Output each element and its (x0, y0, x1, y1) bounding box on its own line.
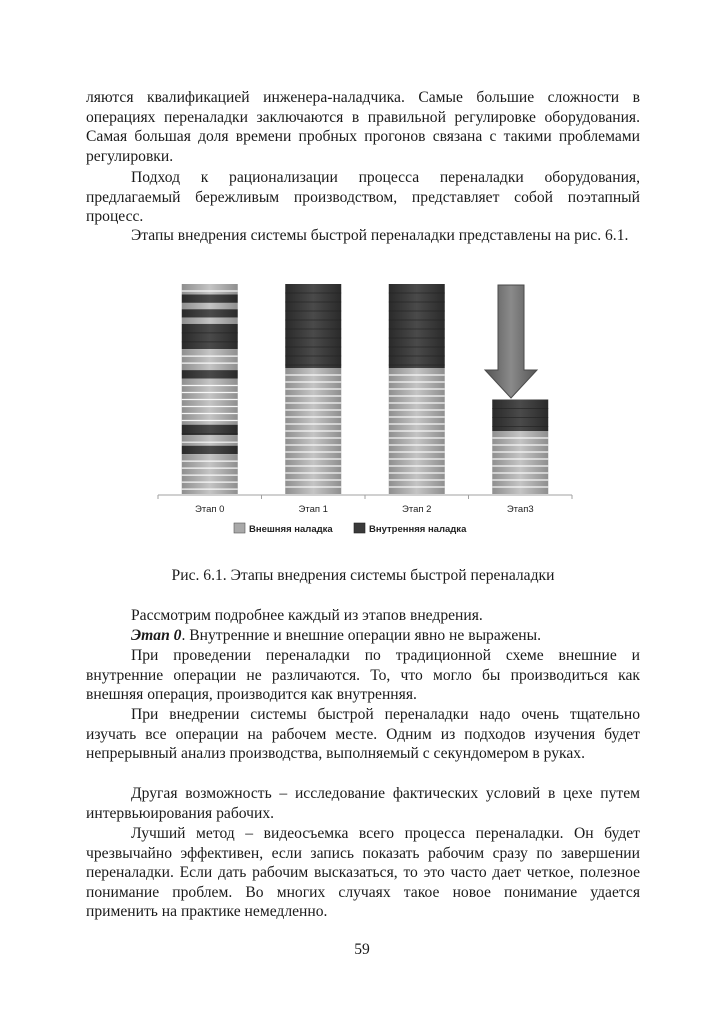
bar-segment-internal (182, 324, 238, 349)
bar-segment-external (182, 349, 238, 370)
paragraph-approach: Подход к рационализации процесса переналадки оборудования, предлагаемый бережливым производством, представляет собой поэтапный процесс. (86, 169, 640, 226)
figure-caption: Рис. 6.1. Этапы внедрения системы быстрой переналадки (171, 567, 555, 584)
paragraph-consider-stages: Рассмотрим подробнее каждый из этапов внедрения. (131, 607, 483, 624)
stage-label: Этап 0 (131, 627, 182, 644)
legend-swatch-external (234, 523, 245, 533)
paragraph-figure-intro: Этапы внедрения системы быстрой переналадки представлены на рис. 6.1. (131, 227, 629, 244)
down-arrow-icon (485, 285, 537, 398)
bar-segment-external (182, 284, 238, 295)
bar-segment-internal (182, 309, 238, 317)
x-tick-label: Этап 2 (402, 504, 432, 515)
bar-segment-internal (182, 370, 238, 378)
bar-segment-external (182, 303, 238, 309)
bar-segment-external (492, 431, 548, 494)
legend-swatch-internal (354, 523, 365, 533)
paragraph-video: Лучший метод – видеосъемка всего процесса переналадки. Он будет чрезвычайно эффективен, если запись показать рабочим сразу по завершении переналадки. Если дать рабочим высказаться, то это часто дает четкое, полезное понимание проблем. Во многих случаях такое новое понимание удается применить на практике немедленно. (86, 825, 640, 921)
paragraph-smed-study: При внедрении системы быстрой переналадки надо очень тщательно изучать все операции на рабочем месте. Одним из подходов изучения будет непрерывный анализ производства, выполняемый с секундомером в руках. (86, 706, 640, 763)
bar-stack (389, 284, 445, 494)
bar-stack (182, 284, 238, 494)
x-tick-label: Этап 0 (195, 504, 225, 515)
x-tick-label: Этап 1 (298, 504, 328, 515)
x-axis-labels (195, 504, 534, 515)
bar-segment-internal (285, 284, 341, 368)
bar-stack (285, 284, 341, 494)
bars-layer (182, 284, 549, 494)
bar-segment-external (182, 454, 238, 494)
stage-text: . Внутренние и внешние операции явно не выражены. (181, 627, 541, 644)
paragraph-stage-0 (86, 626, 640, 646)
paragraph-interviews: Другая возможность – исследование фактических условий в цехе путем интервьюирования рабочих. (86, 785, 640, 822)
paragraph-continued: ляются квалификацией инженера-наладчика. Самые большие сложности в операциях переналадки заключаются в правильной регулировке оборудования. Самая большая доля времени пробных прогонов связана с такими проблемами регулировки. (86, 89, 640, 165)
chart-legend (234, 523, 467, 535)
figure-stages-chart (150, 276, 580, 546)
bar-segment-external (182, 318, 238, 324)
legend-label-internal: Внутренняя наладка (369, 524, 467, 535)
bar-segment-external (182, 435, 238, 446)
bar-segment-internal (182, 295, 238, 303)
x-axis-ticks (158, 495, 572, 499)
page-number: 59 (354, 941, 370, 958)
x-tick-label: Этап3 (506, 504, 534, 515)
paragraph-traditional-scheme: При проведении переналадки по традиционной схеме внешние и внутренние операции не различаются. То, что могло бы производиться как внешняя операция, производится как внутренняя. (86, 647, 640, 704)
bar-segment-internal (182, 446, 238, 454)
legend-label-external: Внешняя наладка (249, 524, 333, 535)
bar-stack (492, 400, 548, 495)
bar-segment-internal (389, 284, 445, 368)
